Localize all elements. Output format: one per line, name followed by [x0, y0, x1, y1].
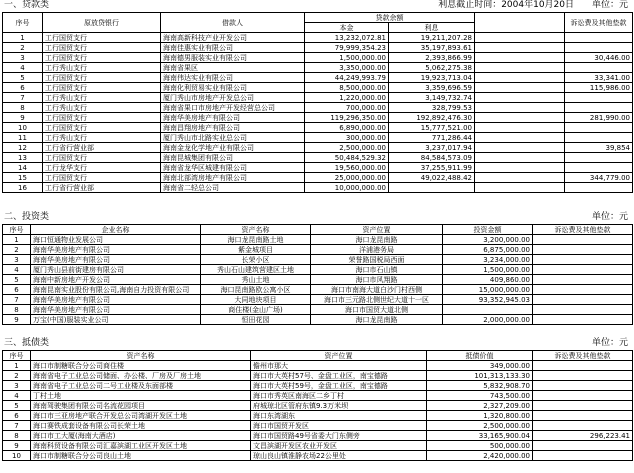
cell-location: 海口市国贸路49号省委大门东侧旁: [251, 431, 427, 441]
cell-blank: [475, 113, 565, 123]
table-row: [3, 285, 633, 295]
cell-location: 海口市石山镇: [311, 265, 443, 275]
cell-amount: 2,000,000.00: [443, 315, 533, 325]
cell-blank: [475, 183, 565, 193]
table-row: [3, 265, 633, 275]
table-row: [3, 143, 633, 153]
cell-amount: 15,000,000.00: [443, 285, 533, 295]
cell-principal: 6,890,000.00: [305, 123, 389, 133]
cell-interest: 2,393,866.99: [389, 53, 475, 63]
cell-borrower: 海南高新科技产业开发公司: [161, 33, 305, 43]
cell-amount: 6,875,000.00: [443, 245, 533, 255]
cell-value: 2,327,209.00: [427, 401, 533, 411]
cell-fees: [565, 133, 633, 143]
cell-location: 海口市南海大道白沙门村西侧: [311, 285, 443, 295]
cell-interest: 84,584,573.09: [389, 153, 475, 163]
cell-fees: [533, 295, 633, 305]
cell-no: 1: [3, 33, 43, 43]
cell-no: 7: [3, 295, 31, 305]
cell-blank: [475, 123, 565, 133]
cell-location: 海口市风翔路: [311, 275, 443, 285]
cell-fees: [533, 285, 633, 295]
cell-value: 1,320,800.00: [427, 411, 533, 421]
cell-location: 海口东湾湖东: [251, 411, 427, 421]
cell-no: 1: [3, 235, 31, 245]
cell-no: 1: [3, 361, 31, 371]
cell-blank: [475, 153, 565, 163]
cell-borrower: 海南华美房地产有限公司: [161, 113, 305, 123]
cell-blank: [475, 143, 565, 153]
cell-no: 10: [3, 451, 31, 461]
table-row: [3, 361, 633, 371]
cell-no: 15: [3, 173, 43, 183]
cell-fees: 115,986.00: [565, 83, 633, 93]
cell-fees: [533, 245, 633, 255]
cell-value: 2,420,000.00: [427, 451, 533, 461]
cell-no: 13: [3, 153, 43, 163]
cell-no: 6: [3, 83, 43, 93]
cell-borrower: 海南昌翔房地产有限公司: [161, 123, 305, 133]
cell-company: 厦门秀山县前街建房有限公司: [31, 265, 201, 275]
cell-borrower: 海南伟达实业有限公司: [161, 73, 305, 83]
col-no: 序号: [3, 351, 31, 361]
cell-no: 4: [3, 63, 43, 73]
cell-interest: 15,777,521.00: [389, 123, 475, 133]
cell-no: 6: [3, 411, 31, 421]
cell-location: 海口市秀英区南海区二乡丁村: [251, 391, 427, 401]
cell-fees: [533, 265, 633, 275]
cell-location: 荣誉路国税局西面: [311, 255, 443, 265]
table-row: [3, 133, 633, 143]
cell-amount: 3,234,000.00: [443, 255, 533, 265]
cell-borrower: 海南省果区: [161, 63, 305, 73]
cell-bank: 工行秀山支行: [43, 103, 161, 113]
table-row: [3, 113, 633, 123]
cell-no: 3: [3, 255, 31, 265]
cell-fees: 30,446.00: [565, 53, 633, 63]
cell-location: 海口市国贸开发区: [251, 421, 427, 431]
col-interest: 利息: [389, 23, 475, 33]
investments-table: [2, 224, 633, 325]
cell-asset: 海南驾驶集团有限公司名流花园项目: [31, 401, 251, 411]
col-fees: 诉讼费及其他垫款: [533, 225, 633, 235]
cell-company: 海南华美房地产有限公司: [31, 305, 201, 315]
table-row: [3, 275, 633, 285]
cell-bank: 工行国贸支行: [43, 53, 161, 63]
cell-no: 8: [3, 431, 31, 441]
cell-fees: [565, 63, 633, 73]
cell-fees: [533, 441, 633, 451]
cell-principal: 1,220,000.00: [305, 93, 389, 103]
cell-asset: 商住楼(金山广场): [201, 305, 311, 315]
cell-blank: [475, 103, 565, 113]
cell-no: 7: [3, 93, 43, 103]
table-row: [3, 153, 633, 163]
cell-interest: [389, 183, 475, 193]
cell-principal: 13,232,072.81: [305, 33, 389, 43]
cell-no: 11: [3, 133, 43, 143]
cell-asset: 海口市制糖联合分公司良山土地: [31, 451, 251, 461]
cell-location: 府城琼北区管府东镇9.3万米坝: [251, 401, 427, 411]
cell-value: 2,500,000.00: [427, 421, 533, 431]
cell-asset: 恒田花园: [201, 315, 311, 325]
table-row: [3, 103, 633, 113]
col-no: 序号: [3, 225, 31, 235]
cell-no: 7: [3, 421, 31, 431]
cell-value: 101,313,133.30: [427, 371, 533, 381]
col-value: 抵债价值: [427, 351, 533, 361]
col-location: 资产位置: [251, 351, 427, 361]
cell-no: 4: [3, 265, 31, 275]
col-company: 企业名称: [31, 225, 201, 235]
cell-fees: [533, 235, 633, 245]
cell-principal: 10,000,000.00: [305, 183, 389, 193]
table-row: [3, 381, 633, 391]
cell-bank: 工行国贸支行: [43, 33, 161, 43]
cell-amount: 93,352,945.03: [443, 295, 533, 305]
cell-location: 海口市国贸大道北侧: [311, 305, 443, 315]
cell-interest: 19,211,207.28: [389, 33, 475, 43]
cell-blank: [475, 53, 565, 63]
cell-interest: 37,255,911.99: [389, 163, 475, 173]
cell-asset: 海南省电子工业总公司二号工业楼及东面部楼: [31, 381, 251, 391]
cell-principal: 2,500,000.00: [305, 143, 389, 153]
cell-value: 743,500.00: [427, 391, 533, 401]
cell-fees: [533, 451, 633, 461]
loans-header-row: [3, 13, 633, 23]
table-row: [3, 391, 633, 401]
cell-blank: [475, 63, 565, 73]
cell-company: 海口恒通物业发展公司: [31, 235, 201, 245]
cell-no: 16: [3, 183, 43, 193]
cell-company: 海南华美房地产有限公司: [31, 295, 201, 305]
cell-fees: [533, 275, 633, 285]
cell-interest: 3,359,696.59: [389, 83, 475, 93]
cell-fees: 344,779.00: [565, 173, 633, 183]
cell-company: 万宝(中国)服装实业公司: [31, 315, 201, 325]
table-row: [3, 315, 633, 325]
table-row: [3, 53, 633, 63]
col-borrower: 借款人: [161, 13, 305, 33]
cell-fees: [533, 315, 633, 325]
col-blank: [475, 13, 565, 33]
cell-asset: 海南省电子工业总公司储面、办公楼、厂房及厂房土地: [31, 371, 251, 381]
cell-asset: 紫金城项目: [201, 245, 311, 255]
cell-fees: [565, 123, 633, 133]
cell-asset: 秀山石山建筑营建区土地: [201, 265, 311, 275]
cell-borrower: 海南省二轻总公司: [161, 183, 305, 193]
cell-interest: 49,022,488.42: [389, 173, 475, 183]
cell-location: 儋州市那大: [251, 361, 427, 371]
cell-bank: 工行省行营业部: [43, 183, 161, 193]
col-asset: 资产名称: [201, 225, 311, 235]
cell-blank: [475, 73, 565, 83]
table-row: [3, 73, 633, 83]
cell-borrower: 海南昆城集团有限公司: [161, 153, 305, 163]
investments-section-header: [2, 212, 632, 223]
cell-fees: [565, 153, 633, 163]
table-row: [3, 245, 633, 255]
cell-interest: 3,237,017.94: [389, 143, 475, 153]
cell-fees: [533, 421, 633, 431]
cell-no: 9: [3, 315, 31, 325]
cell-amount: 409,860.00: [443, 275, 533, 285]
cell-amount: [443, 305, 533, 315]
cell-borrower: 海南德男服装实业有限公司: [161, 53, 305, 63]
cell-no: 5: [3, 73, 43, 83]
table-row: [3, 441, 633, 451]
cell-blank: [475, 33, 565, 43]
col-asset: 资产名称: [31, 351, 251, 361]
cell-principal: 119,296,350.00: [305, 113, 389, 123]
cell-fees: [533, 371, 633, 381]
cell-asset: 海口龙昆南路土地: [201, 235, 311, 245]
table-row: [3, 431, 633, 441]
mortgages-header-row: [3, 351, 633, 361]
cell-bank: 工行龙华支行: [43, 163, 161, 173]
cell-principal: 1,500,000.00: [305, 53, 389, 63]
cell-interest: 3,149,732.74: [389, 93, 475, 103]
table-row: [3, 305, 633, 315]
cell-fees: [533, 401, 633, 411]
cell-company: 海南华美房地产有限公司: [31, 245, 201, 255]
cell-bank: 工行国贸支行: [43, 173, 161, 183]
cell-blank: [475, 83, 565, 93]
table-row: [3, 173, 633, 183]
cell-principal: 44,249,993.79: [305, 73, 389, 83]
mortgages-section-header: [2, 338, 632, 349]
cell-no: 12: [3, 143, 43, 153]
cell-no: 9: [3, 441, 31, 451]
cell-no: 8: [3, 103, 43, 113]
cell-borrower: 海南省果口市房地产开发经营总公司: [161, 103, 305, 113]
cell-no: 2: [3, 43, 43, 53]
cell-value: 33,165,900.04: [427, 431, 533, 441]
cell-fees: [565, 43, 633, 53]
cell-borrower: 海南化利贸易实业有限公司: [161, 83, 305, 93]
cell-interest: 5,062,275.38: [389, 63, 475, 73]
cell-fees: 33,341.00: [565, 73, 633, 83]
interest-cutoff-date: 利息截止时间：2004年10月20日: [438, 0, 574, 10]
cell-interest: 771,286.44: [389, 133, 475, 143]
cell-company: 海南昆南实业股份有限公司,海南自力投资有限公司: [31, 285, 201, 295]
cell-fees: [565, 93, 633, 103]
cell-principal: 3,350,000.00: [305, 63, 389, 73]
cell-principal: 19,560,000.00: [305, 163, 389, 173]
cell-bank: 工行国贸支行: [43, 113, 161, 123]
cell-asset: 海口市工大厦(海南大酒店): [31, 431, 251, 441]
table-row: [3, 93, 633, 103]
cell-fees: [565, 33, 633, 43]
cell-no: 10: [3, 123, 43, 133]
cell-amount: 3,200,000.00: [443, 235, 533, 245]
cell-fees: [533, 255, 633, 265]
cell-principal: 700,000.00: [305, 103, 389, 113]
cell-location: 海口市三元路北侧世纪大道十一区: [311, 295, 443, 305]
cell-principal: 300,000.00: [305, 133, 389, 143]
cell-principal: 50,484,529.32: [305, 153, 389, 163]
cell-principal: 79,999,354.23: [305, 43, 389, 53]
cell-location: 海口龙昆南路: [311, 315, 443, 325]
cell-bank: 工行国贸支行: [43, 123, 161, 133]
col-principal: 本金: [305, 23, 389, 33]
cell-no: 4: [3, 391, 31, 401]
table-row: [3, 33, 633, 43]
cell-fees: 296,223.41: [533, 431, 633, 441]
cell-fees: 281,990.00: [565, 113, 633, 123]
cell-location: 海口市大英村57号、金盘工业区，南宝德路: [251, 371, 427, 381]
table-row: [3, 163, 633, 173]
cell-company: 海南中新房地产开发公司: [31, 275, 201, 285]
cell-value: 349,000.00: [427, 361, 533, 371]
cell-no: 14: [3, 163, 43, 173]
col-fees: 诉讼费及其他垫款: [533, 351, 633, 361]
cell-asset: 海南科贸设备有限公司汇嘉滨湖工业区开发区土地: [31, 441, 251, 451]
cell-asset: 海口市制糖联合分公司商住楼: [31, 361, 251, 371]
table-row: [3, 255, 633, 265]
table-row: [3, 421, 633, 431]
cell-bank: 工行秀山支行: [43, 63, 161, 73]
mortgages-unit-label: 单位：元: [591, 338, 628, 348]
cell-borrower: 海南佳惠实业有限公司: [161, 43, 305, 53]
table-row: [3, 371, 633, 381]
cell-fees: [533, 411, 633, 421]
cell-blank: [475, 163, 565, 173]
mortgages-section-title: 三、抵债类: [4, 338, 50, 348]
cell-blank: [475, 93, 565, 103]
cell-bank: 工行国贸支行: [43, 73, 161, 83]
cell-location: 琼山良山镇淮静农场22公里处: [251, 451, 427, 461]
cell-borrower: 厦门秀山市房地产开发总公司: [161, 93, 305, 103]
cell-blank: [475, 43, 565, 53]
cell-blank: [475, 133, 565, 143]
cell-no: 2: [3, 371, 31, 381]
cell-asset: 海口昆南路欧公寓小区: [201, 285, 311, 295]
mortgages-table: [2, 350, 633, 461]
loans-section-title: 一、贷款类: [4, 0, 50, 10]
cell-bank: 工行省行营业部: [43, 143, 161, 153]
loans-table: [2, 12, 633, 193]
cell-location: 文昌滨湖开发区农业开发区: [251, 441, 427, 451]
cell-principal: 8,500,000.00: [305, 83, 389, 93]
cell-no: 9: [3, 113, 43, 123]
loans-unit-label: 单位：元: [591, 0, 628, 10]
table-row: [3, 183, 633, 193]
cell-bank: 工行秀山支行: [43, 133, 161, 143]
cell-fees: [565, 103, 633, 113]
table-row: [3, 123, 633, 133]
investments-header-row: [3, 225, 633, 235]
table-row: [3, 295, 633, 305]
cell-borrower: 海南北部湾房地产有限公司: [161, 173, 305, 183]
cell-value: 5,832,908.70: [427, 381, 533, 391]
cell-no: 5: [3, 401, 31, 411]
investments-section-title: 二、投资类: [4, 212, 50, 222]
cell-blank: [475, 173, 565, 183]
cell-asset: 丁村土地: [31, 391, 251, 401]
cell-company: 海南华美房地产有限公司: [31, 255, 201, 265]
cell-fees: [533, 381, 633, 391]
table-row: [3, 43, 633, 53]
cell-location: 洋浦港务局: [311, 245, 443, 255]
col-fees: 诉讼费及其他垫款: [565, 13, 633, 33]
cell-no: 3: [3, 381, 31, 391]
cell-asset: 海口市三亚房地产联合开发总公司湾湖开发区土地: [31, 411, 251, 421]
cell-fees: [565, 163, 633, 173]
cell-fees: [533, 305, 633, 315]
cell-interest: 192,892,476.30: [389, 113, 475, 123]
cell-asset: 秀山土地: [201, 275, 311, 285]
cell-bank: 工行国贸支行: [43, 43, 161, 53]
cell-no: 3: [3, 53, 43, 63]
cell-value: 500,000.00: [427, 441, 533, 451]
loans-section-header: [2, 0, 632, 11]
cell-amount: 1,500,000.00: [443, 265, 533, 275]
cell-interest: 328,799.53: [389, 103, 475, 113]
cell-borrower: 海南省龙华区城建有限公司: [161, 163, 305, 173]
cell-location: 海口市大英村59号，金盘工业区，南宝德路: [251, 381, 427, 391]
cell-no: 2: [3, 245, 31, 255]
cell-interest: 35,197,893.61: [389, 43, 475, 53]
cell-principal: 25,000,000.00: [305, 173, 389, 183]
table-row: [3, 63, 633, 73]
cell-no: 6: [3, 285, 31, 295]
table-row: [3, 401, 633, 411]
cell-borrower: 厦门秀山市北路实业总公司: [161, 133, 305, 143]
cell-asset: 长荣小区: [201, 255, 311, 265]
col-amount-group: 贷款余额: [305, 13, 475, 23]
cell-bank: 工行国贸支行: [43, 153, 161, 163]
cell-asset: 海口赛铁成套设备有限公司长荣土地: [31, 421, 251, 431]
cell-location: 海口龙昆南路: [311, 235, 443, 245]
col-no: 序号: [3, 13, 43, 33]
cell-interest: 19,923,713.04: [389, 73, 475, 83]
cell-fees: 39,854: [565, 143, 633, 153]
col-location: 资产位置: [311, 225, 443, 235]
col-bank: 原放贷银行: [43, 13, 161, 33]
cell-fees: [565, 183, 633, 193]
table-row: [3, 83, 633, 93]
cell-no: 5: [3, 275, 31, 285]
investments-unit-label: 单位：元: [591, 212, 628, 222]
cell-borrower: 海南金龙化学地产业有限公司: [161, 143, 305, 153]
col-amount: 投资金额: [443, 225, 533, 235]
cell-bank: 工行国贸支行: [43, 83, 161, 93]
cell-bank: 工行秀山支行: [43, 93, 161, 103]
table-row: [3, 451, 633, 461]
table-row: [3, 411, 633, 421]
cell-fees: [533, 361, 633, 371]
cell-asset: 大同地块项目: [201, 295, 311, 305]
table-row: [3, 235, 633, 245]
cell-fees: [533, 391, 633, 401]
cell-no: 8: [3, 305, 31, 315]
